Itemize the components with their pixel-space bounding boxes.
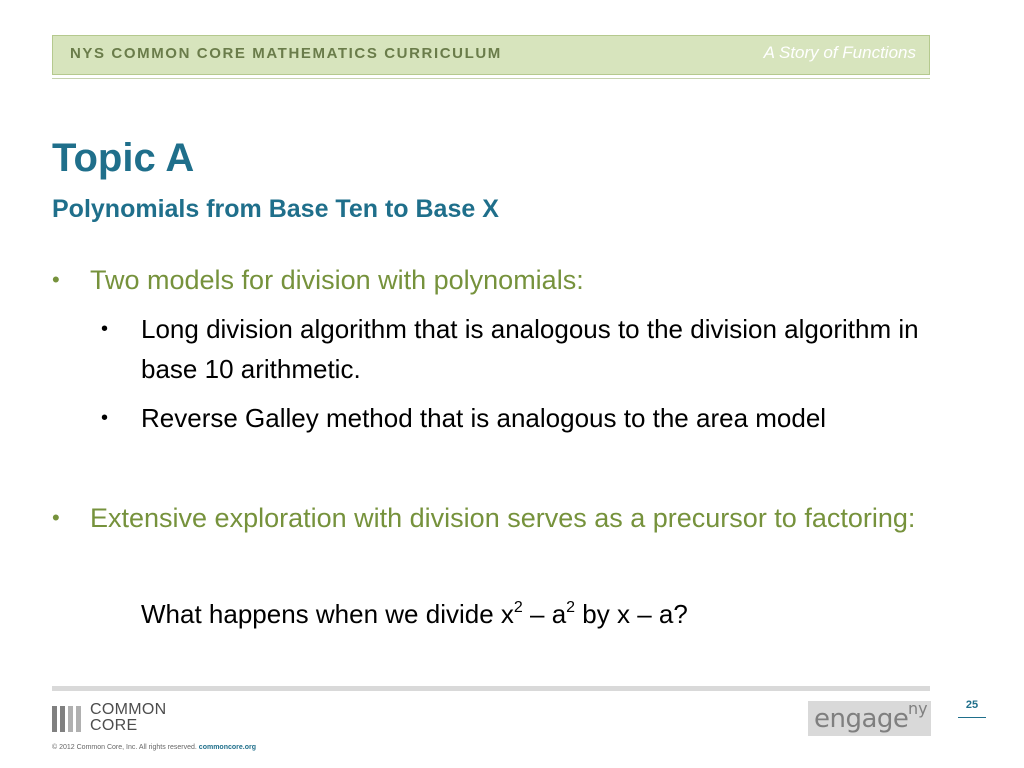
question-text-2: – a — [522, 599, 567, 629]
header-bar — [52, 35, 930, 75]
bullet-dot-icon: • — [101, 407, 109, 429]
common-core-logo-icon — [52, 706, 82, 732]
page-number-underline — [958, 717, 986, 718]
common-core-wordmark — [90, 702, 166, 734]
bullet-dot-icon: • — [52, 505, 60, 530]
question-text-1: What happens when we divide x — [141, 599, 514, 629]
footer-divider — [52, 686, 930, 691]
logo-line-2: CORE — [90, 717, 138, 734]
engage-wordmark: engage — [814, 704, 909, 734]
bullet-text: Extensive exploration with division serves as a precursor to factoring: — [90, 503, 916, 533]
logo-line-1: COMMON — [90, 701, 167, 718]
bullet-dot-icon: • — [101, 318, 109, 340]
question-text-3: by x – a? — [575, 599, 688, 629]
copyright-text: © 2012 Common Core, Inc. All rights reserved. — [52, 744, 197, 751]
bullet-extensive-exploration — [52, 498, 930, 538]
division-question — [141, 588, 688, 634]
sub-bullet-long-division — [101, 309, 941, 389]
topic-subtitle: Polynomials from Base Ten to Base X — [52, 195, 499, 223]
sub-bullet-text: Reverse Galley method that is analogous to the area model — [141, 403, 827, 433]
topic-title: Topic A — [52, 136, 195, 180]
header-divider — [52, 78, 930, 79]
sub-bullet-reverse-galley — [101, 398, 981, 438]
copyright-notice — [52, 744, 256, 751]
bullet-dot-icon: • — [52, 267, 60, 292]
page-number: 25 — [965, 699, 979, 711]
site-link[interactable]: commoncore.org — [198, 744, 256, 751]
bullet-division-models — [52, 260, 970, 300]
sub-bullet-text: Long division algorithm that is analogous to the division algorithm in base 10 arithmetic. — [141, 314, 919, 384]
exponent-1: 2 — [513, 599, 523, 616]
engageny-logo — [808, 701, 931, 736]
exponent-2: 2 — [566, 599, 576, 616]
engage-ny-superscript: ny — [908, 699, 928, 718]
curriculum-label: NYS COMMON CORE MATHEMATICS CURRICULUM — [70, 45, 502, 62]
story-label: A Story of Functions — [763, 43, 916, 62]
bullet-text: Two models for division with polynomials: — [90, 265, 584, 295]
